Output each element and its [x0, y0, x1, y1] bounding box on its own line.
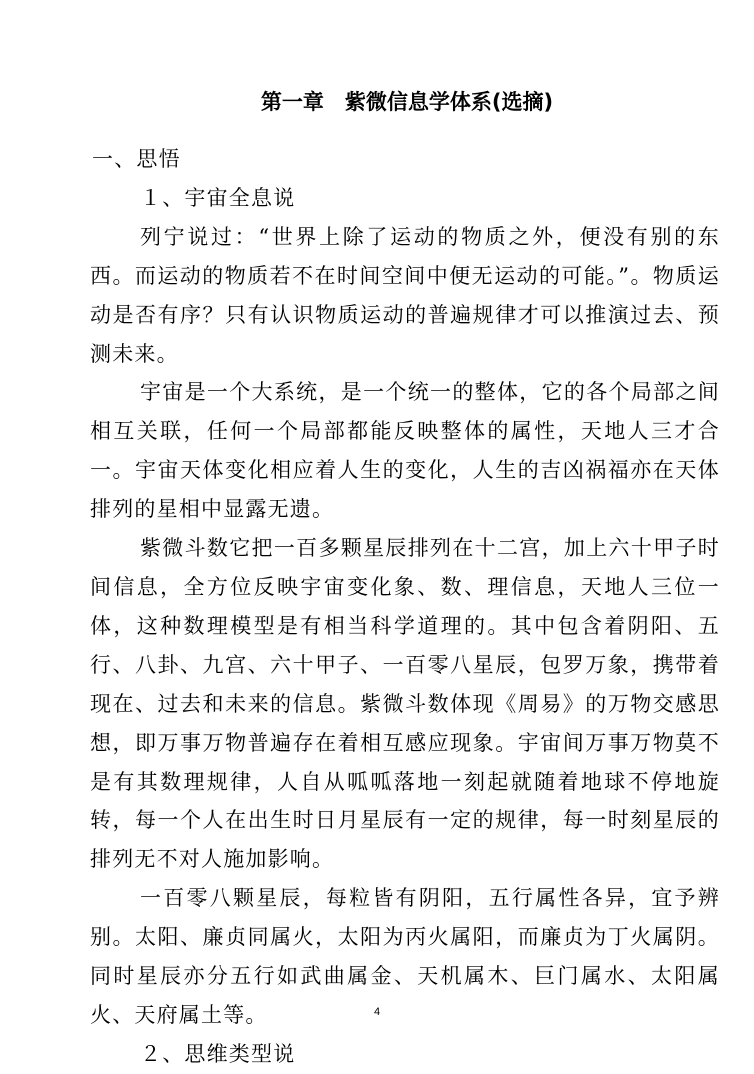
chapter-body	[90, 140, 720, 1074]
paragraph-lenin-quote: 列宁说过：“世界上除了运动的物质之外，便没有别的东西。而运动的物质若不在时间空间中便无运动的可能。”。物质运动是否有序？只有认识物质运动的普遍规律才可以推演过去、预测未来。	[90, 224, 720, 366]
paragraph-ziwei-doushu: 紫微斗数它把一百多颗星辰排列在十二宫，加上六十甲子时间信息，全方位反映宇宙变化象、数、理信息，天地人三位一体，这种数理模型是有相当科学道理的。其中包含着阴阳、五行、八卦、九宫、六十甲子、一百零八星辰，包罗万象，携带着现在、过去和未来的信息。紫微斗数体现《周易》的万物交感思想，即万事万物普遍存在着相互感应现象。宇宙间万事万物莫不是有其数理规律，人自从呱呱落地一刻起就随着地球不停地旋转，每一个人在出生时日月星辰有一定的规律，每一时刻星辰的排列无不对人施加影响。	[90, 536, 720, 872]
paragraph-universe-system: 宇宙是一个大系统，是一个统一的整体，它的各个局部之间相互关联，任何一个局部都能反映整体的属性，天地人三才合一。宇宙天体变化相应着人生的变化，人生的吉凶祸福亦在天体排列的星相中显露无遗。	[90, 380, 720, 522]
section-heading: 一、思悟	[92, 147, 181, 171]
chapter-title: 第一章 紫微信息学体系(选摘)	[260, 90, 554, 115]
page-number: 4	[373, 1006, 381, 1018]
paragraph-108-stars: 一百零八颗星辰，每粒皆有阴阳，五行属性各异，宜予辨别。太阳、廉贞同属火，太阳为丙火属阳，而廉贞为丁火属阴。同时星辰亦分五行如武曲属金、天机属木、巨门属水、太阳属火、天府属土等。	[90, 886, 720, 1027]
subsection-heading-cosmic-holography: １、宇宙全息说	[140, 185, 296, 210]
subsection-heading-thinking-types: ２、思维类型说	[140, 1041, 296, 1066]
